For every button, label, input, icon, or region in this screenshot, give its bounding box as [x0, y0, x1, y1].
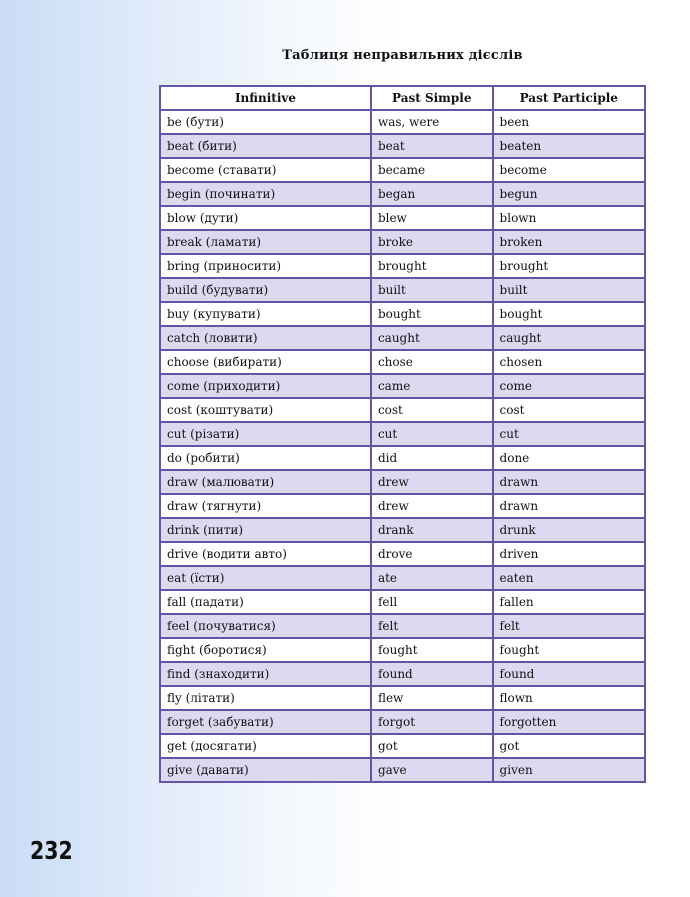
table-row — [160, 590, 645, 614]
past-participle-cell: felt — [493, 614, 645, 638]
past-participle-cell: got — [493, 734, 645, 758]
past-participle-cell: found — [493, 662, 645, 686]
past-simple-cell: found — [371, 662, 493, 686]
infinitive-cell: begin (починати) — [160, 182, 371, 206]
infinitive-cell: get (досягати) — [160, 734, 371, 758]
past-participle-cell: chosen — [493, 350, 645, 374]
past-simple-cell: drove — [371, 542, 493, 566]
past-participle-cell: become — [493, 158, 645, 182]
past-simple-cell: fell — [371, 590, 493, 614]
past-participle-cell: caught — [493, 326, 645, 350]
infinitive-cell: buy (купувати) — [160, 302, 371, 326]
past-simple-cell: fought — [371, 638, 493, 662]
infinitive-cell: build (будувати) — [160, 278, 371, 302]
infinitive-cell: cost (коштувати) — [160, 398, 371, 422]
past-simple-cell: came — [371, 374, 493, 398]
table-row — [160, 566, 645, 590]
table-row — [160, 374, 645, 398]
table-row — [160, 182, 645, 206]
infinitive-cell: feel (почуватися) — [160, 614, 371, 638]
past-participle-cell: forgotten — [493, 710, 645, 734]
header-infinitive: Infinitive — [160, 86, 371, 110]
past-simple-cell: became — [371, 158, 493, 182]
table-row — [160, 494, 645, 518]
infinitive-cell: fight (боротися) — [160, 638, 371, 662]
infinitive-cell: find (знаходити) — [160, 662, 371, 686]
past-simple-cell: blew — [371, 206, 493, 230]
infinitive-cell: fly (літати) — [160, 686, 371, 710]
past-participle-cell: eaten — [493, 566, 645, 590]
infinitive-cell: drink (пити) — [160, 518, 371, 542]
past-simple-cell: bought — [371, 302, 493, 326]
page-number: 232 — [30, 836, 73, 865]
table-row — [160, 710, 645, 734]
past-participle-cell: flown — [493, 686, 645, 710]
past-participle-cell: drawn — [493, 470, 645, 494]
past-simple-cell: forgot — [371, 710, 493, 734]
past-participle-cell: been — [493, 110, 645, 134]
past-simple-cell: gave — [371, 758, 493, 782]
past-participle-cell: drunk — [493, 518, 645, 542]
past-simple-cell: brought — [371, 254, 493, 278]
table-row — [160, 302, 645, 326]
past-simple-cell: was, were — [371, 110, 493, 134]
past-simple-cell: did — [371, 446, 493, 470]
past-participle-cell: driven — [493, 542, 645, 566]
past-simple-cell: broke — [371, 230, 493, 254]
past-simple-cell: cost — [371, 398, 493, 422]
table-row — [160, 518, 645, 542]
infinitive-cell: choose (вибирати) — [160, 350, 371, 374]
infinitive-cell: draw (малювати) — [160, 470, 371, 494]
past-participle-cell: begun — [493, 182, 645, 206]
infinitive-cell: break (ламати) — [160, 230, 371, 254]
past-simple-cell: cut — [371, 422, 493, 446]
infinitive-cell: fall (падати) — [160, 590, 371, 614]
past-participle-cell: come — [493, 374, 645, 398]
infinitive-cell: come (приходити) — [160, 374, 371, 398]
table-row — [160, 134, 645, 158]
infinitive-cell: do (робити) — [160, 446, 371, 470]
past-simple-cell: drew — [371, 470, 493, 494]
past-participle-cell: blown — [493, 206, 645, 230]
infinitive-cell: bring (приносити) — [160, 254, 371, 278]
past-participle-cell: fought — [493, 638, 645, 662]
table-row — [160, 614, 645, 638]
infinitive-cell: give (давати) — [160, 758, 371, 782]
table-row — [160, 470, 645, 494]
past-participle-cell: given — [493, 758, 645, 782]
past-participle-cell: cut — [493, 422, 645, 446]
past-simple-cell: built — [371, 278, 493, 302]
past-participle-cell: brought — [493, 254, 645, 278]
infinitive-cell: beat (бити) — [160, 134, 371, 158]
table-row — [160, 278, 645, 302]
past-participle-cell: done — [493, 446, 645, 470]
past-simple-cell: beat — [371, 134, 493, 158]
table-row — [160, 206, 645, 230]
past-participle-cell: cost — [493, 398, 645, 422]
past-participle-cell: broken — [493, 230, 645, 254]
table-row — [160, 662, 645, 686]
past-simple-cell: began — [371, 182, 493, 206]
past-simple-cell: drew — [371, 494, 493, 518]
table-row — [160, 686, 645, 710]
table-row — [160, 110, 645, 134]
past-participle-cell: beaten — [493, 134, 645, 158]
past-participle-cell: drawn — [493, 494, 645, 518]
infinitive-cell: become (ставати) — [160, 158, 371, 182]
infinitive-cell: draw (тягнути) — [160, 494, 371, 518]
past-simple-cell: felt — [371, 614, 493, 638]
page-title: Таблиця неправильних дієслів — [282, 48, 523, 63]
table-row — [160, 734, 645, 758]
table-row — [160, 254, 645, 278]
header-past-simple: Past Simple — [371, 86, 493, 110]
header-past-participle: Past Participle — [493, 86, 645, 110]
table-row — [160, 230, 645, 254]
past-simple-cell: flew — [371, 686, 493, 710]
table-body — [160, 110, 645, 782]
past-simple-cell: got — [371, 734, 493, 758]
past-participle-cell: fallen — [493, 590, 645, 614]
table-row — [160, 422, 645, 446]
infinitive-cell: blow (дути) — [160, 206, 371, 230]
infinitive-cell: cut (різати) — [160, 422, 371, 446]
infinitive-cell: forget (забувати) — [160, 710, 371, 734]
infinitive-cell: eat (їсти) — [160, 566, 371, 590]
past-simple-cell: ate — [371, 566, 493, 590]
table-header-row — [160, 86, 645, 110]
table-row — [160, 446, 645, 470]
table-row — [160, 758, 645, 782]
table-row — [160, 638, 645, 662]
table-row — [160, 326, 645, 350]
table-row — [160, 158, 645, 182]
past-simple-cell: chose — [371, 350, 493, 374]
past-simple-cell: drank — [371, 518, 493, 542]
table-row — [160, 542, 645, 566]
past-simple-cell: caught — [371, 326, 493, 350]
past-participle-cell: bought — [493, 302, 645, 326]
infinitive-cell: be (бути) — [160, 110, 371, 134]
irregular-verbs-table — [159, 85, 646, 783]
infinitive-cell: drive (водити авто) — [160, 542, 371, 566]
table-row — [160, 350, 645, 374]
past-participle-cell: built — [493, 278, 645, 302]
infinitive-cell: catch (ловити) — [160, 326, 371, 350]
table-row — [160, 398, 645, 422]
